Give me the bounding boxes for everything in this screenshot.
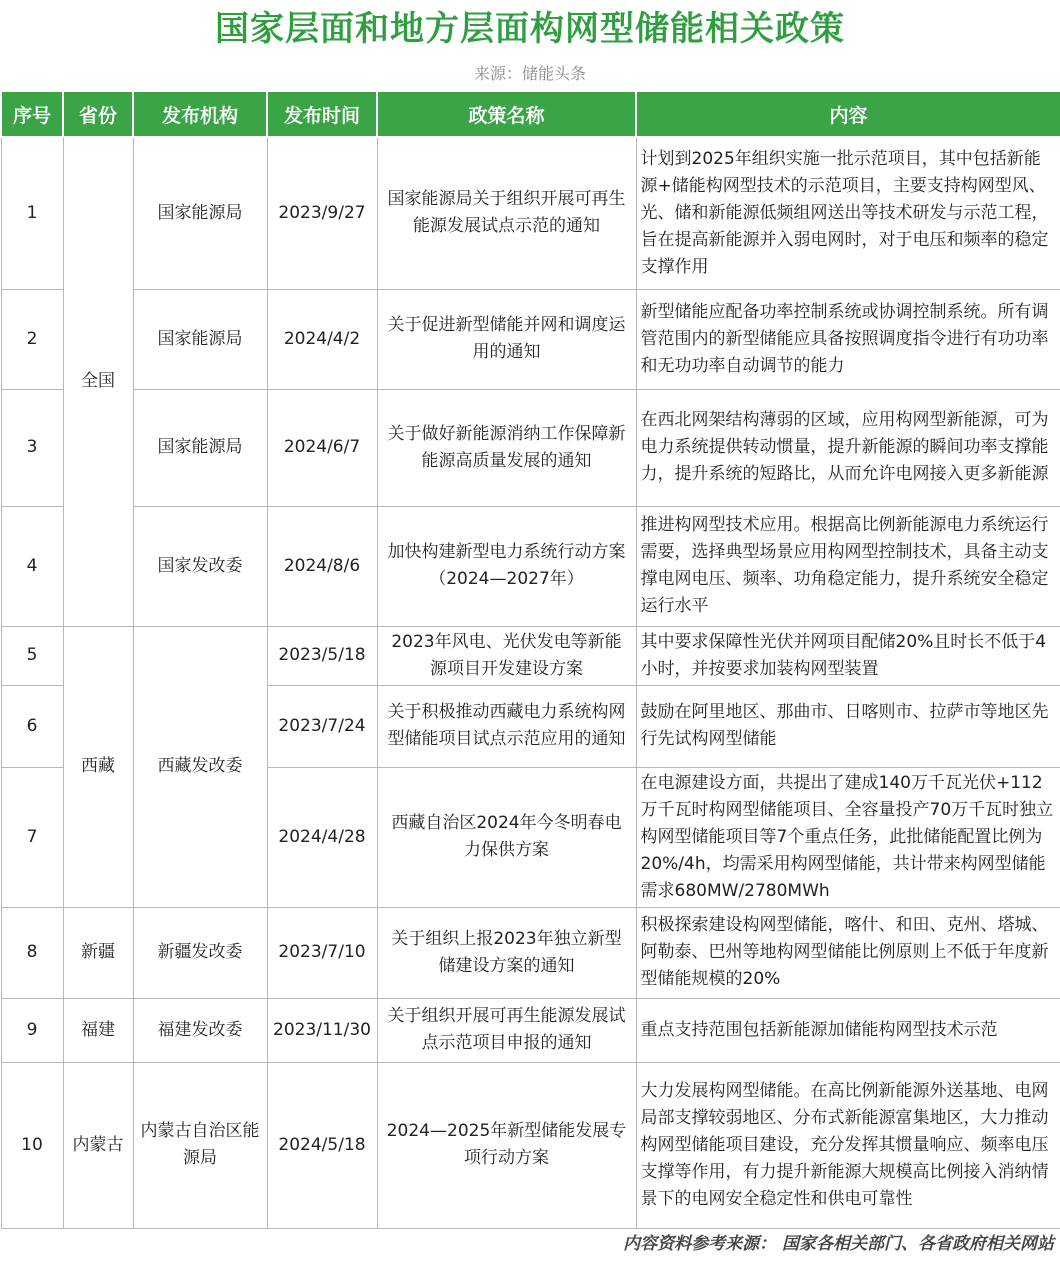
policy-cell: 关于组织上报2023年独立新型储建设方案的通知 (377, 907, 636, 998)
date-cell: 2023/9/27 (267, 137, 377, 289)
date-cell: 2024/4/28 (267, 767, 377, 907)
province-cell: 全国 (63, 137, 133, 626)
content-cell: 鼓励在阿里地区、那曲市、日喀则市、拉萨市等地区先行先试构网型储能 (636, 685, 1060, 767)
policy-cell: 关于组织开展可再生能源发展试点示范项目申报的通知 (377, 998, 636, 1062)
header-content: 内容 (636, 91, 1060, 137)
policy-cell: 国家能源局关于组织开展可再生能源发展试点示范的通知 (377, 137, 636, 289)
agency-cell: 国家发改委 (133, 506, 267, 626)
date-cell: 2024/8/6 (267, 506, 377, 626)
row-no: 8 (1, 907, 63, 998)
header-policy: 政策名称 (377, 91, 636, 137)
table-row (1, 907, 1060, 998)
agency-cell: 国家能源局 (133, 289, 267, 389)
row-no: 5 (1, 626, 63, 685)
row-no: 3 (1, 389, 63, 506)
row-no: 6 (1, 685, 63, 767)
date-cell: 2024/4/2 (267, 289, 377, 389)
policy-cell: 西藏自治区2024年今冬明春电力保供方案 (377, 767, 636, 907)
date-cell: 2023/7/10 (267, 907, 377, 998)
content-cell: 在西北网架结构薄弱的区域，应用构网型新能源，可为电力系统提供转动惯量，提升新能源的瞬间功率支撑能力，提升系统的短路比，从而允许电网接入更多新能源 (636, 389, 1060, 506)
table-row (1, 1062, 1060, 1228)
content-cell: 积极探索建设构网型储能，喀什、和田、克州、塔城、阿勒泰、巴州等地构网型储能比例原则上不低于年度新型储能规模的20% (636, 907, 1060, 998)
header-province: 省份 (63, 91, 133, 137)
date-cell: 2023/7/24 (267, 685, 377, 767)
content-cell: 大力发展构网型储能。在高比例新能源外送基地、电网局部支撑较弱地区、分布式新能源富集地区，大力推动构网型储能项目建设，充分发挥其惯量响应、频率电压支撑等作用，有力提升新能源大规模高比例接入消纳情景下的电网安全稳定性和供电可靠性 (636, 1062, 1060, 1228)
row-no: 1 (1, 137, 63, 289)
agency-cell: 国家能源局 (133, 389, 267, 506)
row-no: 2 (1, 289, 63, 389)
row-no: 4 (1, 506, 63, 626)
table-row (1, 506, 1060, 626)
content-cell: 其中要求保障性光伏并网项目配储20%且时长不低于4小时，并按要求加装构网型装置 (636, 626, 1060, 685)
content-cell: 在电源建设方面，共提出了建成140万千瓦光伏+112万千瓦时构网型储能项目、全容量投产70万千瓦时独立构网型储能项目等7个重点任务，此批储能配置比例为20%/4h，均需采用构网型储能，共计带来构网型储能需求680MW/2780MWh (636, 767, 1060, 907)
agency-cell: 内蒙古自治区能源局 (133, 1062, 267, 1228)
table-row (1, 626, 1060, 685)
policy-cell: 加快构建新型电力系统行动方案（2024—2027年） (377, 506, 636, 626)
province-cell: 新疆 (63, 907, 133, 998)
header-no: 序号 (1, 91, 63, 137)
policy-cell: 关于促进新型储能并网和调度运用的通知 (377, 289, 636, 389)
table-row (1, 998, 1060, 1062)
agency-cell: 福建发改委 (133, 998, 267, 1062)
agency-cell: 国家能源局 (133, 137, 267, 289)
content-cell: 重点支持范围包括新能源加储能构网型技术示范 (636, 998, 1060, 1062)
content-cell: 新型储能应配备功率控制系统或协调控制系统。所有调管范围内的新型储能应具备按照调度指令进行有功功率和无功功率自动调节的能力 (636, 289, 1060, 389)
policy-table (0, 90, 1060, 1229)
province-cell: 内蒙古 (63, 1062, 133, 1228)
table-header-row (1, 91, 1060, 137)
date-cell: 2023/5/18 (267, 626, 377, 685)
policy-cell: 关于积极推动西藏电力系统构网型储能项目试点示范应用的通知 (377, 685, 636, 767)
page-title: 国家层面和地方层面构网型储能相关政策 (215, 9, 845, 49)
footer-source: 内容资料参考来源： 国家各相关部门、各省政府相关网站 (623, 1233, 1054, 1254)
table-row (1, 137, 1060, 289)
agency-cell: 新疆发改委 (133, 907, 267, 998)
date-cell: 2023/11/30 (267, 998, 377, 1062)
policy-cell: 2023年风电、光伏发电等新能源项目开发建设方案 (377, 626, 636, 685)
province-cell: 西藏 (63, 626, 133, 907)
source-note: 来源：储能头条 (473, 64, 586, 83)
policy-cell: 2024—2025年新型储能发展专项行动方案 (377, 1062, 636, 1228)
row-no: 7 (1, 767, 63, 907)
table-row (1, 289, 1060, 389)
row-no: 9 (1, 998, 63, 1062)
date-cell: 2024/6/7 (267, 389, 377, 506)
date-cell: 2024/5/18 (267, 1062, 377, 1228)
province-cell: 福建 (63, 998, 133, 1062)
content-cell: 推进构网型技术应用。根据高比例新能源电力系统运行需要，选择典型场景应用构网型控制技术，具备主动支撑电网电压、频率、功角稳定能力，提升系统安全稳定运行水平 (636, 506, 1060, 626)
policy-cell: 关于做好新能源消纳工作保障新能源高质量发展的通知 (377, 389, 636, 506)
header-date: 发布时间 (267, 91, 377, 137)
row-no: 10 (1, 1062, 63, 1228)
header-agency: 发布机构 (133, 91, 267, 137)
content-cell: 计划到2025年组织实施一批示范项目，其中包括新能源+储能构网型技术的示范项目，主要支持构网型风、光、储和新能源低频组网送出等技术研发与示范工程，旨在提高新能源并入弱电网时，对于电压和频率的稳定支撑作用 (636, 137, 1060, 289)
table-row (1, 389, 1060, 506)
agency-cell: 西藏发改委 (133, 626, 267, 907)
